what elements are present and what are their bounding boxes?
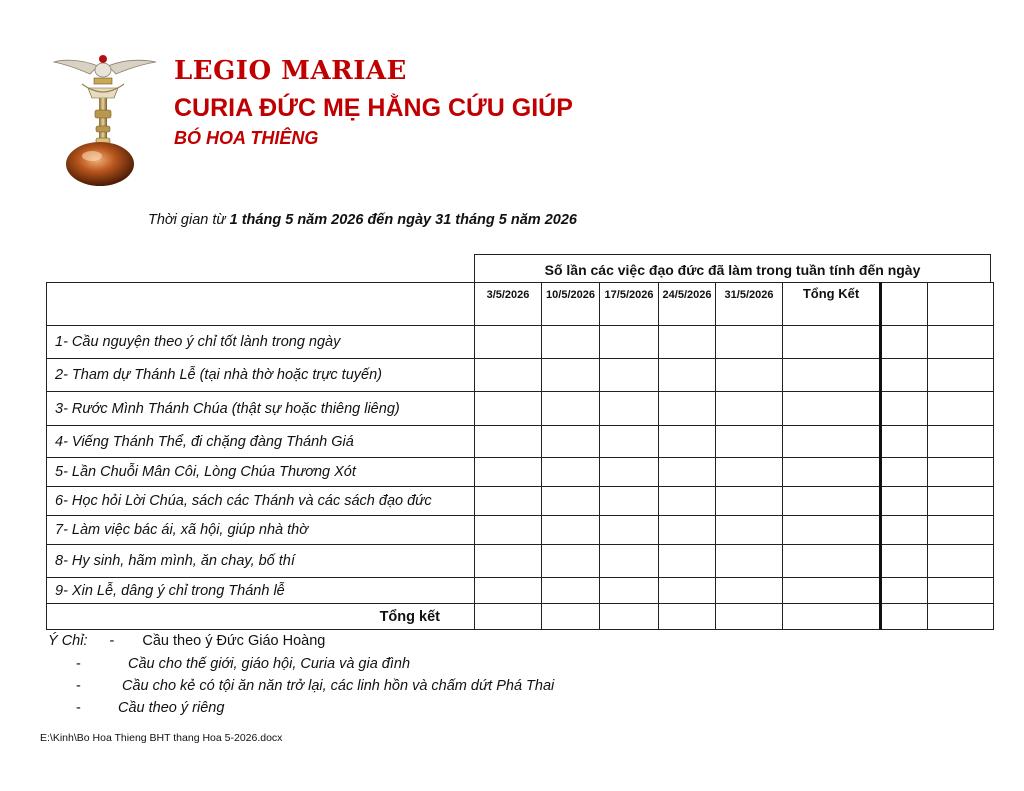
- count-cell[interactable]: [716, 545, 783, 578]
- task-label: 7- Làm việc bác ái, xã hội, giúp nhà thờ: [47, 516, 475, 545]
- table-row: [47, 458, 994, 487]
- table-row: [47, 392, 994, 426]
- table-group-header: Số lần các việc đạo đức đã làm trong tuần tính đến ngày: [474, 254, 991, 282]
- count-cell[interactable]: [542, 458, 600, 487]
- total-cell[interactable]: [783, 545, 881, 578]
- table-header-row: [47, 283, 994, 326]
- count-cell[interactable]: [542, 359, 600, 392]
- count-cell[interactable]: [600, 604, 659, 630]
- count-cell[interactable]: [716, 392, 783, 426]
- count-cell[interactable]: [600, 458, 659, 487]
- count-cell[interactable]: [716, 326, 783, 359]
- count-cell[interactable]: [542, 545, 600, 578]
- intention-item: Cầu cho kẻ có tội ăn năn trở lại, các linh hồn và chấm dứt Phá Thai: [122, 678, 555, 694]
- date-header: 24/5/2026: [659, 283, 716, 326]
- header-empty-cell: [881, 283, 928, 326]
- page-subsubtitle: BÓ HOA THIÊNG: [174, 128, 319, 148]
- intention-dash: -: [109, 633, 115, 649]
- intention-item: Cầu cho thế giới, giáo hội, Curia và gia đình: [128, 656, 411, 672]
- task-label: 9- Xin Lễ, dâng ý chỉ trong Thánh lễ: [47, 578, 475, 604]
- extra-cell[interactable]: [881, 458, 928, 487]
- count-cell[interactable]: [659, 359, 716, 392]
- intention-item: Cầu theo ý Đức Giáo Hoàng: [142, 633, 326, 649]
- extra-cell[interactable]: [881, 326, 928, 359]
- count-cell[interactable]: [600, 326, 659, 359]
- devotion-table: [46, 282, 994, 630]
- count-cell[interactable]: [542, 578, 600, 604]
- extra-cell[interactable]: [881, 487, 928, 516]
- table-row: [47, 326, 994, 359]
- header-empty-cell: [928, 283, 994, 326]
- count-cell[interactable]: [600, 487, 659, 516]
- intention-dash: -: [76, 656, 81, 672]
- total-cell[interactable]: [783, 487, 881, 516]
- total-cell[interactable]: [783, 326, 881, 359]
- count-cell[interactable]: [600, 359, 659, 392]
- count-cell[interactable]: [716, 359, 783, 392]
- count-cell[interactable]: [600, 426, 659, 458]
- count-cell[interactable]: [659, 487, 716, 516]
- date-header: 3/5/2026: [475, 283, 542, 326]
- legio-vexillum-logo: [38, 52, 168, 188]
- extra-cell[interactable]: [881, 392, 928, 426]
- extra-cell[interactable]: [928, 545, 994, 578]
- count-cell[interactable]: [716, 604, 783, 630]
- count-cell[interactable]: [716, 578, 783, 604]
- count-cell[interactable]: [659, 578, 716, 604]
- count-cell[interactable]: [600, 516, 659, 545]
- count-cell[interactable]: [659, 392, 716, 426]
- table-row: [47, 516, 994, 545]
- intention-dash: -: [76, 700, 81, 716]
- count-cell[interactable]: [659, 326, 716, 359]
- extra-cell[interactable]: [881, 545, 928, 578]
- count-cell[interactable]: [475, 326, 542, 359]
- date-header: 31/5/2026: [716, 283, 783, 326]
- count-cell[interactable]: [716, 487, 783, 516]
- intention-dash: -: [76, 678, 81, 694]
- extra-cell[interactable]: [881, 604, 928, 630]
- count-cell[interactable]: [542, 604, 600, 630]
- file-path-footer: E:\Kinh\Bo Hoa Thieng BHT thang Hoa 5-2026.docx: [40, 732, 283, 744]
- count-cell[interactable]: [716, 458, 783, 487]
- count-cell[interactable]: [600, 578, 659, 604]
- extra-cell[interactable]: [928, 458, 994, 487]
- intention-item: Cầu theo ý riêng: [118, 700, 225, 716]
- count-cell[interactable]: [659, 545, 716, 578]
- count-cell[interactable]: [659, 458, 716, 487]
- extra-cell[interactable]: [928, 487, 994, 516]
- count-cell[interactable]: [542, 426, 600, 458]
- total-cell[interactable]: [783, 426, 881, 458]
- count-cell[interactable]: [475, 604, 542, 630]
- count-cell[interactable]: [542, 326, 600, 359]
- task-label: 3- Rước Mình Thánh Chúa (thật sự hoặc thiêng liêng): [47, 392, 475, 426]
- table-row: [47, 359, 994, 392]
- total-cell[interactable]: [783, 392, 881, 426]
- extra-cell[interactable]: [928, 516, 994, 545]
- count-cell[interactable]: [716, 516, 783, 545]
- count-cell[interactable]: [542, 392, 600, 426]
- count-cell[interactable]: [542, 516, 600, 545]
- page-title: LEGIO MARIAE: [174, 56, 407, 86]
- count-cell[interactable]: [475, 516, 542, 545]
- total-row-label: Tổng kết: [47, 604, 475, 630]
- extra-cell[interactable]: [881, 516, 928, 545]
- date-header: 17/5/2026: [600, 283, 659, 326]
- total-cell[interactable]: [783, 604, 881, 630]
- extra-cell[interactable]: [881, 426, 928, 458]
- task-label: 6- Học hỏi Lời Chúa, sách các Thánh và các sách đạo đức: [47, 487, 475, 516]
- extra-cell[interactable]: [881, 359, 928, 392]
- count-cell[interactable]: [659, 604, 716, 630]
- count-cell[interactable]: [475, 359, 542, 392]
- extra-cell[interactable]: [928, 359, 994, 392]
- extra-cell[interactable]: [928, 392, 994, 426]
- period-line: [148, 212, 577, 228]
- table-total-row: [47, 604, 994, 630]
- task-label: 1- Cầu nguyện theo ý chỉ tốt lành trong ngày: [47, 326, 475, 359]
- count-cell[interactable]: [475, 578, 542, 604]
- extra-cell[interactable]: [928, 426, 994, 458]
- count-cell[interactable]: [659, 516, 716, 545]
- total-cell[interactable]: [783, 458, 881, 487]
- task-label: 2- Tham dự Thánh Lễ (tại nhà thờ hoặc trực tuyến): [47, 359, 475, 392]
- count-cell[interactable]: [475, 458, 542, 487]
- task-label: 4- Viếng Thánh Thể, đi chặng đàng Thánh Giá: [47, 426, 475, 458]
- count-cell[interactable]: [600, 545, 659, 578]
- count-cell[interactable]: [475, 426, 542, 458]
- count-cell[interactable]: [542, 487, 600, 516]
- table-row: [47, 426, 994, 458]
- total-cell[interactable]: [783, 516, 881, 545]
- count-cell[interactable]: [600, 392, 659, 426]
- count-cell[interactable]: [659, 426, 716, 458]
- count-cell[interactable]: [716, 426, 783, 458]
- table-row: [47, 545, 994, 578]
- total-cell[interactable]: [783, 359, 881, 392]
- task-label: 5- Lần Chuỗi Mân Côi, Lòng Chúa Thương Xót: [47, 458, 475, 487]
- intentions-label: Ý Chỉ:: [48, 633, 88, 649]
- table-row: [47, 578, 994, 604]
- count-cell[interactable]: [475, 392, 542, 426]
- total-cell[interactable]: [783, 578, 881, 604]
- count-cell[interactable]: [475, 545, 542, 578]
- page-subtitle: CURIA ĐỨC MẸ HẰNG CỨU GIÚP: [174, 94, 573, 122]
- extra-cell[interactable]: [928, 604, 994, 630]
- count-cell[interactable]: [475, 487, 542, 516]
- summary-header: Tổng Kết: [783, 283, 881, 326]
- extra-cell[interactable]: [928, 578, 994, 604]
- table-row: [47, 487, 994, 516]
- period-range: 1 tháng 5 năm 2026 đến ngày 31 tháng 5 năm 2026: [229, 212, 577, 228]
- extra-cell[interactable]: [928, 326, 994, 359]
- extra-cell[interactable]: [881, 578, 928, 604]
- task-label: 8- Hy sinh, hãm mình, ăn chay, bố thí: [47, 545, 475, 578]
- header-empty-cell: [47, 283, 475, 326]
- intentions-first-line: [48, 633, 325, 649]
- period-prefix: Thời gian từ: [148, 212, 230, 228]
- date-header: 10/5/2026: [542, 283, 600, 326]
